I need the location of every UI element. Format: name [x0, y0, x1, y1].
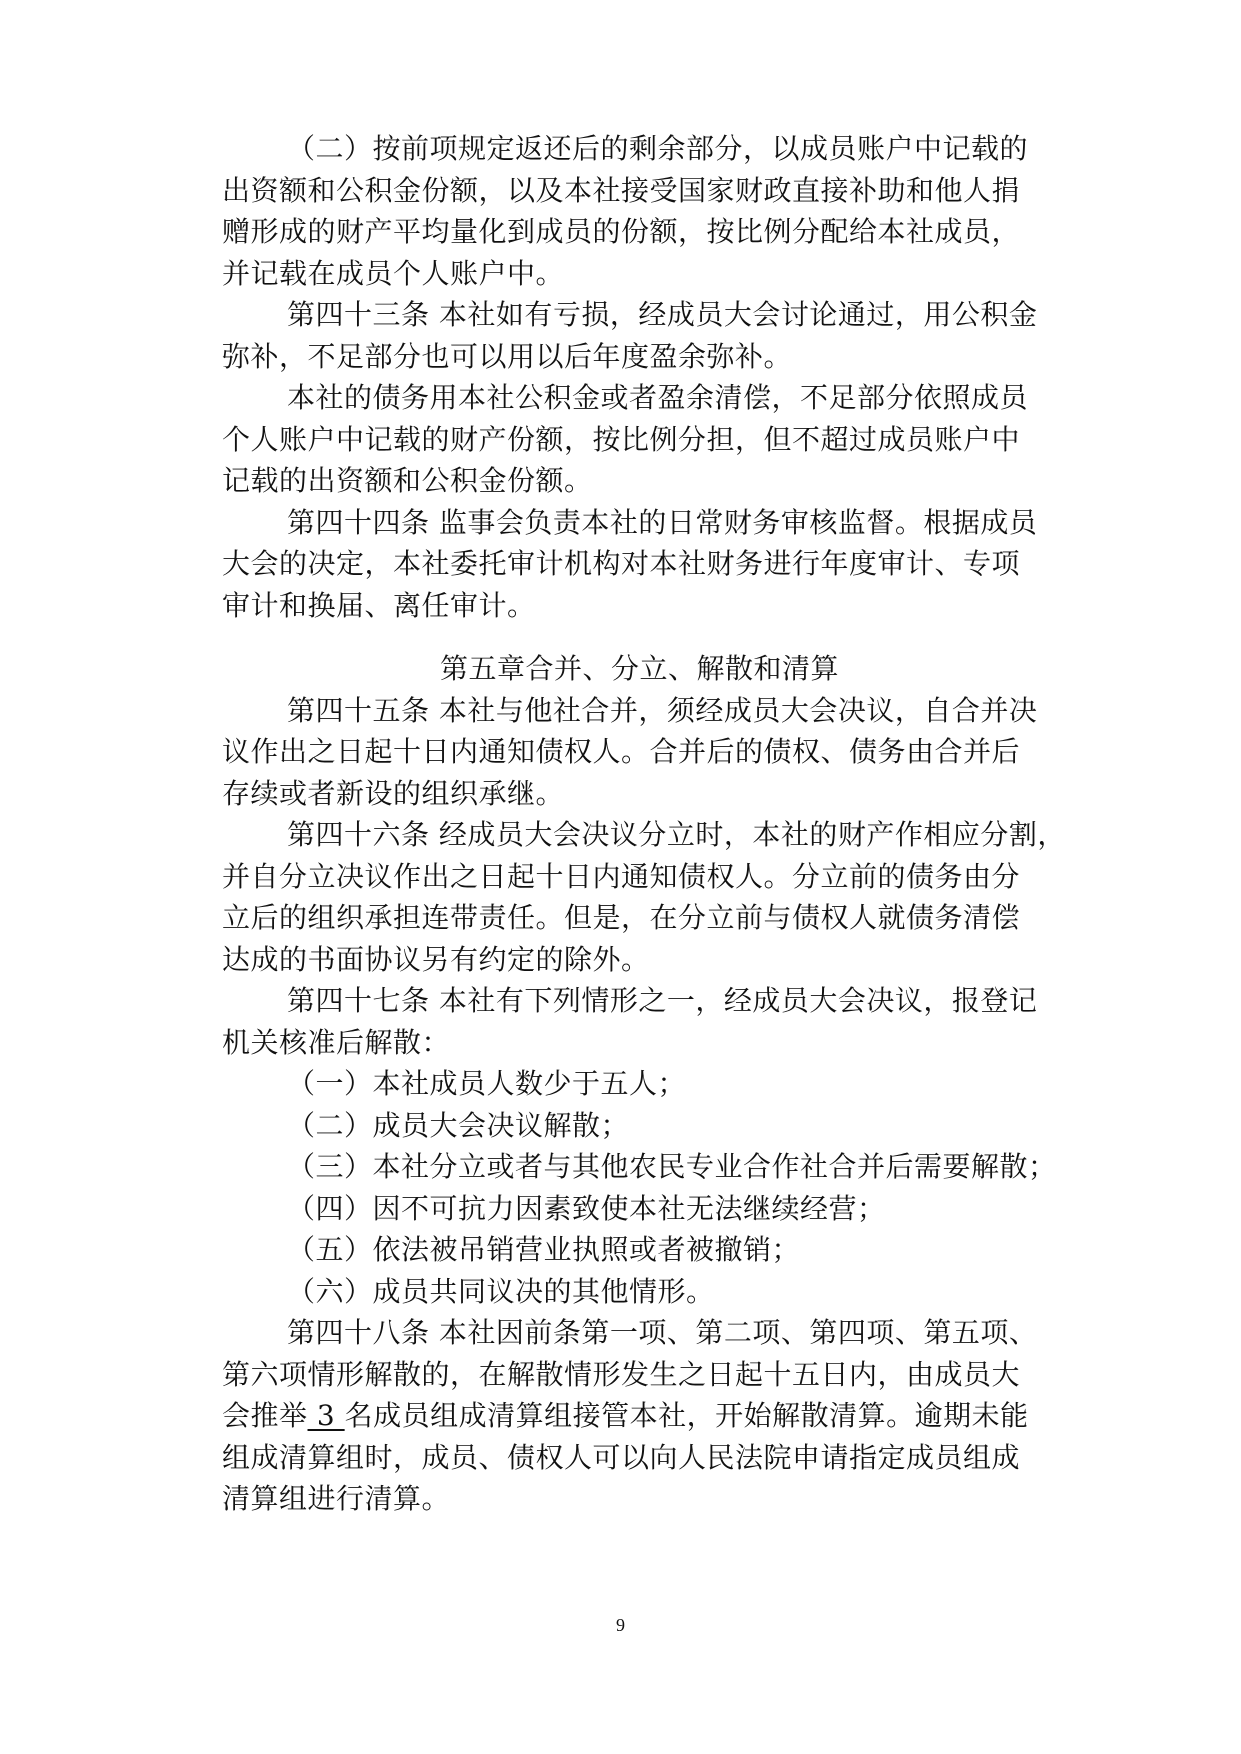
text-line: 第四十八条 本社因前条第一项、第二项、第四项、第五项、 — [287, 1316, 1038, 1349]
text-line: 第四十三条 本社如有亏损，经成员大会讨论通过，用公积金 — [287, 298, 1038, 331]
text-line: 达成的书面协议另有约定的除外。 — [222, 942, 650, 976]
text-line: 立后的组织承担连带责任。但是，在分立前与债权人就债务清偿 — [222, 901, 1021, 934]
list-item: （二）成员大会决议解散； — [287, 1108, 630, 1142]
text-line: 第四十七条 本社有下列情形之一，经成员大会决议，报登记 — [287, 984, 1038, 1017]
text-line: 清算组进行清算。 — [222, 1482, 451, 1515]
text-line: 赠形成的财产平均量化到成员的份额，按比例分配给本社成员， — [222, 215, 1021, 248]
text-line: 并自分立决议作出之日起十日内通知债权人。分立前的债务由分 — [222, 859, 1021, 893]
text-line: 第四十六条 经成员大会决议分立时，本社的财产作相应分割， — [287, 818, 1066, 851]
list-item: （五）依法被吊销营业执照或者被撤销； — [287, 1233, 801, 1266]
text-line: 存续或者新设的组织承继。 — [222, 776, 565, 810]
text-line: 记载的出资额和公积金份额。 — [222, 464, 593, 497]
text-line: 并记载在成员个人账户中。 — [222, 256, 565, 290]
page-number: 9 — [616, 1615, 625, 1635]
text-line: 审计和换届、离任审计。 — [222, 588, 536, 622]
text-line: （二）按前项规定返还后的剩余部分，以成员账户中记载的 — [287, 132, 1029, 165]
text-line: 本社的债务用本社公积金或者盈余清偿，不足部分依照成员 — [287, 381, 1029, 414]
text-line: 第四十四条 监事会负责本社的日常财务审核监督。根据成员 — [287, 505, 1038, 539]
text-line: 第四十五条 本社与他社合并，须经成员大会决议，自合并决 — [287, 693, 1038, 727]
list-item: （一）本社成员人数少于五人； — [287, 1067, 687, 1100]
list-item: （六）成员共同议决的其他情形。 — [287, 1274, 715, 1308]
text-line: 第六项情形解散的，在解散情形发生之日起十五日内，由成员大 — [222, 1357, 1021, 1391]
text-line — [222, 1395, 1057, 1437]
member-count: 3 — [307, 1399, 345, 1432]
text-line: 出资额和公积金份额，以及本社接受国家财政直接补助和他人捐 — [222, 173, 1021, 207]
text-line: 机关核准后解散： — [222, 1025, 451, 1059]
list-item: （四）因不可抗力因素致使本社无法继续经营； — [287, 1191, 886, 1225]
chapter-heading: 第五章合并、分立、解散和清算 — [439, 652, 839, 685]
text-line: 弥补，不足部分也可以用以后年度盈余弥补。 — [222, 339, 793, 373]
text-line: 大会的决定，本社委托审计机构对本社财务进行年度审计、专项 — [222, 547, 1021, 580]
text-line: 议作出之日起十日内通知债权人。合并后的债权、债务由合并后 — [222, 735, 1021, 768]
list-item: （三）本社分立或者与其他农民专业合作社合并后需要解散； — [287, 1150, 1057, 1183]
text-line: 个人账户中记载的财产份额，按比例分担，但不超过成员账户中 — [222, 422, 1021, 456]
text-fragment: 名成员组成清算组接管本社，开始解散清算。逾期未能 — [344, 1399, 1029, 1432]
text-line: 组成清算组时，成员、债权人可以向人民法院申请指定成员组成 — [222, 1440, 1021, 1474]
text-fragment: 会推举 — [222, 1399, 308, 1432]
